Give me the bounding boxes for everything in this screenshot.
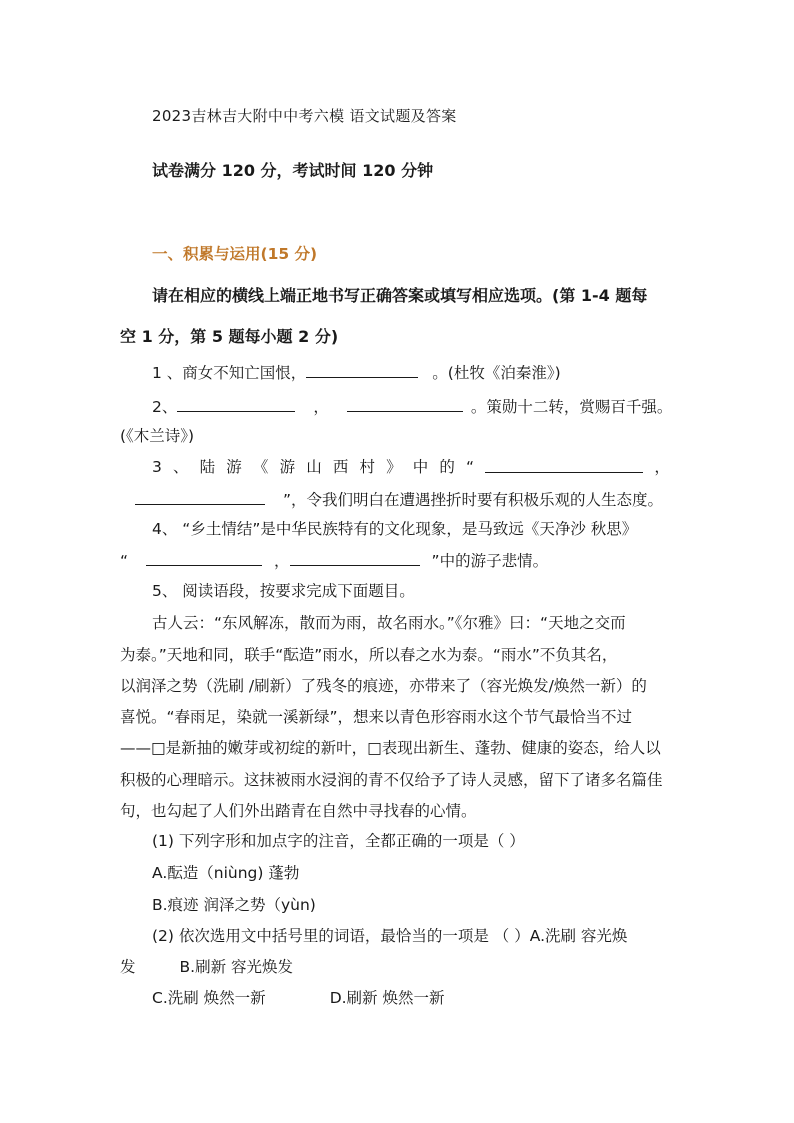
option-a-continued[interactable]: 发	[120, 958, 136, 976]
answer-blank[interactable]	[135, 488, 265, 505]
question-3-char: 的	[439, 458, 455, 476]
answer-blank[interactable]	[306, 361, 418, 378]
question-4-line-1: 4、 “乡土情结”是中华民族特有的文化现象，是马致远《天净沙 秋思》	[152, 520, 638, 538]
sub-question-2-line-3	[152, 987, 444, 1009]
answer-blank[interactable]	[347, 395, 463, 412]
question-3-char: 山	[306, 458, 322, 476]
question-2-source: (《木兰诗》)	[120, 427, 195, 445]
answer-blank[interactable]	[146, 549, 262, 566]
passage-line: 以润泽之势（洗刷 /刷新）了残冬的痕迹，亦带来了（容光焕发/焕然一新）的	[120, 677, 647, 695]
passage-line: 古人云：“东风解冻，散而为雨，故名雨水。”《尔雅》曰：“天地之交而	[152, 614, 626, 632]
sub-question-1: (1) 下列字形和加点字的注音，全都正确的一项是（ ）	[152, 832, 525, 850]
question-1-prefix: 1 、商女不知亡国恨，	[152, 364, 307, 382]
question-3-char: 陆	[199, 458, 216, 476]
question-3-char: 西	[332, 458, 349, 476]
passage-line: 积极的心理暗示。这抹被雨水浸润的青不仅给予了诗人灵感，留下了诸多名篇佳	[120, 771, 663, 789]
sub-question-2-line-2	[120, 956, 293, 978]
answer-blank[interactable]	[177, 395, 295, 412]
question-4-comma: ，	[274, 552, 290, 570]
document-title: 2023吉林吉大附中中考六模 语文试题及答案	[152, 107, 457, 125]
question-3-char: 》	[386, 458, 402, 476]
question-3-line-2	[135, 488, 663, 511]
answer-blank[interactable]	[485, 456, 643, 473]
question-2-comma: ，	[313, 398, 329, 416]
instructions-line-1: 请在相应的横线上端正地书写正确答案或填写相应选项。(第 1-4 题每	[152, 286, 648, 305]
question-3-char: ，	[654, 458, 670, 476]
sub-question-2: (2) 依次选用文中括号里的词语，最恰当的一项是 （ ）A.洗刷 容光焕	[152, 927, 628, 945]
option-a[interactable]: A.酝造（niùng) 蓬勃	[152, 864, 300, 882]
question-3-line-1	[152, 456, 670, 478]
question-1-suffix: 。(杜牧《泊秦淮》)	[432, 364, 561, 382]
question-2	[152, 395, 672, 418]
instructions-line-2: 空 1 分，第 5 题每小题 2 分)	[120, 327, 339, 346]
question-2-suffix: 。策勋十二转，赏赐百千强。	[470, 398, 673, 416]
section-heading: 一、积累与运用(15 分)	[152, 245, 318, 263]
question-2-prefix: 2、	[152, 398, 178, 416]
passage-line: 为泰。”天地和同，联手“酝造”雨水，所以春之水为泰。“雨水”不负其名，	[120, 646, 618, 664]
question-3-char: “	[466, 458, 475, 476]
question-4-line-2	[120, 549, 548, 572]
passage-line: 句，也勾起了人们外出踏青在自然中寻找春的心情。	[120, 802, 477, 820]
question-number: 3	[152, 458, 162, 476]
question-3-char: 游	[226, 458, 242, 476]
passage-line: 喜悦。“春雨足，染就一溪新绿”，想来以青色形容雨水这个节气最恰当不过	[120, 708, 633, 726]
question-3-char: 、	[173, 458, 189, 476]
question-3-char: 《	[252, 458, 269, 476]
question-3-suffix: ”，令我们明白在遭遇挫折时要有积极乐观的人生态度。	[283, 491, 664, 509]
question-4-quote: “	[120, 552, 129, 570]
option-d[interactable]: D.刷新 焕然一新	[329, 989, 445, 1007]
option-c[interactable]: C.洗刷 焕然一新	[152, 989, 266, 1007]
question-5-intro: 5、 阅读语段，按要求完成下面题目。	[152, 582, 415, 600]
question-3-char: 村	[359, 458, 375, 476]
answer-blank[interactable]	[290, 549, 420, 566]
question-4-suffix: ”中的游子悲情。	[431, 552, 549, 570]
question-3-char: 游	[279, 458, 296, 476]
question-3-char: 中	[412, 458, 429, 476]
passage-line: ——□是新抽的嫩芽或初绽的新叶，□表现出新生、蓬勃、健康的姿态，给人以	[120, 739, 661, 757]
option-b[interactable]: B.痕迹 润泽之势（yùn)	[152, 896, 316, 914]
option-b[interactable]: B.刷新 容光焕发	[179, 958, 294, 976]
question-1	[152, 361, 561, 384]
exam-info: 试卷满分 120 分，考试时间 120 分钟	[152, 161, 434, 180]
